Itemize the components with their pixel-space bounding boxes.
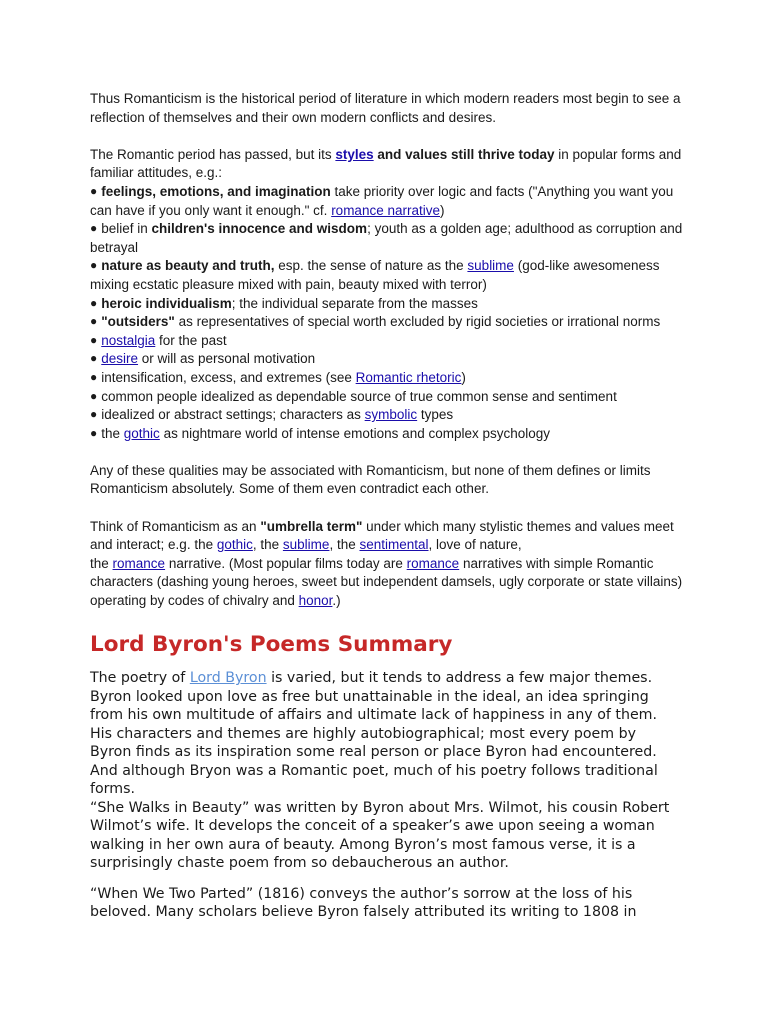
romance-link[interactable]: romance	[406, 555, 460, 571]
romance-narrative-link[interactable]: romance narrative	[331, 202, 440, 218]
romanticism-section	[90, 90, 690, 611]
bullet-icon: ●	[90, 221, 98, 236]
intro-paragraph: Thus Romanticism is the historical period of literature in which modern readers most begin to see a reflection of themselves and their own modern conflicts and desires.	[90, 91, 681, 125]
sublime-link[interactable]: sublime	[282, 537, 330, 553]
summary-paragraph: The poetry of Lord Byron is varied, but it tends to address a few major themes. Byron looked upon love as free but unattainable in the ideal, an idea springing from his own multitude of affairs and ultimate lack of happiness in any of them. His characters and themes are highly autobiographical; most every poem by Byron finds as its inspiration some real person or place Byron had encountered. And although Bryon was a Romantic poet, much of his poetry follows traditional forms.	[90, 670, 658, 797]
symbolic-link[interactable]: symbolic	[364, 407, 418, 423]
bullet-icon: ●	[90, 332, 98, 347]
honor-link[interactable]: honor	[298, 593, 333, 609]
bullet-icon: ●	[90, 388, 98, 403]
bullet-item: ● nostalgia for the past	[90, 332, 227, 348]
bullet-item: ● heroic individualism; the individual separate from the masses	[90, 295, 478, 311]
sublime-link[interactable]: sublime	[467, 258, 514, 274]
romance-link[interactable]: romance	[112, 555, 166, 571]
section-heading: Lord Byron's Poems Summary	[90, 632, 453, 657]
thrive-paragraph: The Romantic period has passed, but its styles and values still thrive today in popular forms and familiar attitudes, e.g.:	[90, 146, 682, 181]
bullet-item: ● nature as beauty and truth, esp. the sense of nature as the sublime (god-like awesomeness mixing ecstatic pleasure mixed with pain, beauty mixed with terror)	[90, 258, 660, 292]
bullet-item: ● intensification, excess, and extremes (see Romantic rhetoric)	[90, 369, 466, 385]
gothic-link[interactable]: gothic	[216, 537, 253, 553]
bullet-icon: ●	[90, 295, 98, 310]
bullet-icon: ●	[90, 314, 98, 329]
bullet-icon: ●	[90, 369, 98, 384]
summary-paragraph: “She Walks in Beauty” was written by Byron about Mrs. Wilmot, his cousin Robert Wilmot’s wife. It develops the conceit of a speaker’s awe upon seeing a woman walking in her own aura of beauty. Among Byron’s most famous verse, it is a surprisingly chaste poem from so debaucherous an author.	[90, 799, 670, 871]
bullet-icon: ●	[90, 183, 98, 198]
bullet-item: ● desire or will as personal motivation	[90, 351, 316, 367]
summary-paragraph: “When We Two Parted” (1816) conveys the author’s sorrow at the loss of his beloved. Many scholars believe Byron falsely attributed its writing to 1808 in	[90, 885, 637, 920]
bullet-icon: ●	[90, 351, 98, 366]
byron-summary-section	[90, 669, 680, 922]
bullet-icon: ●	[90, 425, 98, 440]
bullet-item: ● idealized or abstract settings; characters as symbolic types	[90, 407, 454, 423]
gothic-link[interactable]: gothic	[123, 425, 160, 441]
umbrella-paragraph: Think of Romanticism as an "umbrella term" under which many stylistic themes and values meet and interact; e.g. the gothic, the sublime, the sentimental, love of nature, the romance narrative. (Most popular films today are romance narratives with simple Romantic characters (dashing young heroes, sweet but independent damsels, ugly corporate or state villains) operating by codes of chivalry and honor.)	[90, 518, 683, 609]
bullet-item: ● feelings, emotions, and imagination take priority over logic and facts ("Anything you want you can have if you only want it enough." cf. romance narrative)	[90, 183, 674, 218]
nostalgia-link[interactable]: nostalgia	[101, 332, 156, 348]
desire-link[interactable]: desire	[101, 351, 139, 367]
sentimental-link[interactable]: sentimental	[359, 537, 429, 553]
lord-byron-link[interactable]: Lord Byron	[189, 670, 267, 686]
bullet-item: ● the gothic as nightmare world of intense emotions and complex psychology	[90, 425, 551, 441]
bullet-icon: ●	[90, 258, 98, 273]
bullet-item: ● belief in children's innocence and wisdom; youth as a golden age; adulthood as corruption and betrayal	[90, 221, 683, 255]
qualities-paragraph: Any of these qualities may be associated with Romanticism, but none of them defines or limits Romanticism absolutely. Some of them even contradict each other.	[90, 462, 651, 497]
bullet-item: ● "outsiders" as representatives of special worth excluded by rigid societies or irrational norms	[90, 314, 661, 330]
bullet-icon: ●	[90, 407, 98, 422]
styles-link[interactable]: styles	[335, 146, 374, 162]
romantic-rhetoric-link[interactable]: Romantic rhetoric	[355, 369, 462, 385]
bullet-item: ● common people idealized as dependable source of true common sense and sentiment	[90, 388, 617, 404]
